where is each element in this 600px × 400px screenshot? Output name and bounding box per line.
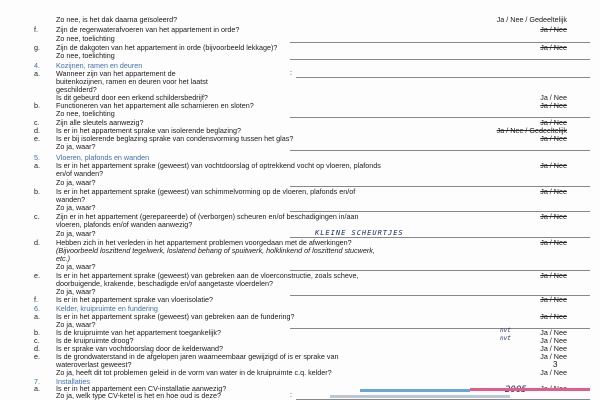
answer-options: Ja / Nee bbox=[540, 212, 567, 221]
footer-stripe bbox=[360, 389, 470, 392]
question-row bbox=[0, 368, 600, 377]
question-text: Zijn de regenwaterafvoeren van het appartement in orde? bbox=[56, 25, 240, 34]
question-text: buitenkozijnen, ramen en deuren voor het laatst bbox=[56, 77, 208, 86]
question-text: Is er in het appartement sprake van vloerisolatie? bbox=[56, 295, 214, 304]
question-row bbox=[0, 295, 600, 304]
question-text: Hebben zich in het verleden in het appartement problemen voorgedaan met de afwerkingen? bbox=[56, 238, 352, 247]
answer-options: Ja / Nee / Gedeeltelijk bbox=[496, 15, 567, 24]
handwritten-note: nvt bbox=[500, 327, 511, 334]
question-row bbox=[0, 109, 600, 118]
item-number: c. bbox=[34, 212, 40, 221]
section-number: 4. bbox=[34, 61, 40, 70]
question-text: Is er in het appartement een CV-installatie aanwezig? bbox=[56, 384, 227, 393]
question-text: geschilderd? bbox=[56, 85, 97, 94]
question-row bbox=[0, 262, 600, 271]
answer-options: Ja / Nee bbox=[540, 187, 567, 196]
answer-options: Ja / Nee bbox=[540, 134, 567, 143]
item-number: b. bbox=[34, 328, 40, 337]
question-text: Zo ja, waar? bbox=[56, 229, 96, 238]
question-text: Is de kruipruimte droog? bbox=[56, 336, 134, 345]
section-title: Kelder, kruipruimte en fundering bbox=[56, 304, 158, 313]
item-number: g. bbox=[34, 43, 40, 52]
section-title: Installaties bbox=[56, 377, 90, 386]
answer-options: Ja / Nee bbox=[540, 368, 567, 377]
question-row bbox=[0, 178, 600, 187]
question-text: Is er bij isolerende beglazing sprake van condensvorming tussen het glas? bbox=[56, 134, 294, 143]
question-text: Zo nee, toelichting bbox=[56, 34, 115, 43]
question-row bbox=[0, 203, 600, 212]
question-text: Functioneren van het appartement alle scharnieren en sloten? bbox=[56, 101, 254, 110]
question-text: Zo nee, toelichting bbox=[56, 51, 115, 60]
question-text: vloeren, plafonds en/of wanden aanwezig? bbox=[56, 220, 193, 229]
item-number: a. bbox=[34, 312, 40, 321]
handwritten-note: nvt bbox=[500, 335, 511, 342]
answer-line bbox=[290, 59, 590, 60]
item-number: d. bbox=[34, 344, 40, 353]
item-number: f. bbox=[34, 25, 38, 34]
question-row bbox=[0, 51, 600, 60]
answer-options: Ja / Nee bbox=[540, 43, 567, 52]
answer-options: Ja / Nee bbox=[540, 118, 567, 127]
answer-options: Ja / Nee bbox=[540, 352, 567, 361]
question-text: Zijn er in het appartement (gerepareerde) of (verborgen) scheuren en/of beschadigingen in/aan bbox=[56, 212, 359, 221]
question-text: Is de kruipruimte van het appartement toegankelijk? bbox=[56, 328, 222, 337]
question-row bbox=[0, 220, 600, 229]
answer-options: Ja / Nee bbox=[540, 295, 567, 304]
item-number: c. bbox=[34, 118, 40, 127]
section-number: 5. bbox=[34, 153, 40, 162]
footer-stripe bbox=[330, 395, 510, 398]
answer-colon: : bbox=[290, 392, 292, 399]
question-text: Is er in het appartement sprake (geweest) van schimmelvorming op de vloeren, plafonds en/of bbox=[56, 187, 356, 196]
question-text: Zo ja, heeft dit tot problemen geleid in de vorm van water in de kruipruimte c.q. kelder? bbox=[56, 368, 332, 377]
question-text: Is de grondwaterstand in de afgelopen jaren waarneembaar gewijzigd of is er sprake van bbox=[56, 352, 339, 361]
section-title: Kozijnen, ramen en deuren bbox=[56, 61, 143, 70]
answer-options: Ja / Nee bbox=[540, 344, 567, 353]
question-row bbox=[0, 25, 600, 34]
section-title: Vloeren, plafonds en wanden bbox=[56, 153, 150, 162]
item-number: e. bbox=[34, 352, 40, 361]
question-row bbox=[0, 229, 600, 238]
answer-options: Ja / Nee bbox=[540, 238, 567, 247]
question-text: Zo ja, waar? bbox=[56, 262, 96, 271]
answer-options: Ja / Nee bbox=[540, 101, 567, 110]
question-text: Zo ja, waar? bbox=[56, 203, 96, 212]
question-text: Is er in het appartement sprake (geweest) van gebreken aan de vloerconstructie, zoals scheve, bbox=[56, 271, 359, 280]
answer-options: Ja / Nee bbox=[540, 328, 567, 337]
question-text: Zo ja, waar? bbox=[56, 287, 96, 296]
question-text: Zo nee, toelichting bbox=[56, 109, 115, 118]
question-text: Zo ja, waar? bbox=[56, 320, 96, 329]
page-number: 3 bbox=[553, 360, 558, 369]
question-text: doorbuigende, krakende, beschadigde en/of aangetaste vloerdelen? bbox=[56, 279, 273, 288]
item-number: d. bbox=[34, 238, 40, 247]
question-row bbox=[0, 142, 600, 151]
question-text: Is dit gebeurd door een erkend schildersbedrijf? bbox=[56, 93, 208, 102]
item-number: f. bbox=[34, 295, 38, 304]
handwritten-note: KLEINE SCHEURTJES bbox=[315, 229, 404, 237]
answer-options: Ja / Nee bbox=[540, 336, 567, 345]
question-text: Is er in het appartement sprake van isolerende beglazing? bbox=[56, 126, 241, 135]
answer-line bbox=[290, 150, 590, 151]
question-text: Is er in het appartement sprake (geweest) van gebreken aan de fundering? bbox=[56, 312, 295, 321]
section-number: 7. bbox=[34, 377, 40, 386]
question-text: Zijn de dakgoten van het appartement in orde (bijvoorbeeld lekkage)? bbox=[56, 43, 278, 52]
question-text: Is er in het appartement sprake (geweest) van vochtdoorslag of optrekkend vocht op vloeren, plafonds bbox=[56, 161, 381, 170]
answer-options: Ja / Nee bbox=[540, 93, 567, 102]
answer-colon: : bbox=[290, 70, 292, 77]
footer-stripe bbox=[470, 388, 590, 391]
question-text: Is er sprake van vochtdoorslag door de kelderwand? bbox=[56, 344, 224, 353]
item-number: e. bbox=[34, 134, 40, 143]
question-text: (Bijvoorbeeld loszittend tegelwerk, loslatend behang of spuitwerk, holklinkend of loszittend stucwerk, bbox=[56, 246, 375, 255]
answer-options: Ja / Nee / Gedeeltelijk bbox=[496, 126, 567, 135]
question-text: Zo nee, is het dak daarna geïsoleerd? bbox=[56, 15, 178, 24]
item-number: c. bbox=[34, 336, 40, 345]
question-row bbox=[0, 169, 600, 178]
answer-options: Ja / Nee bbox=[540, 312, 567, 321]
question-text: Zo ja, waar? bbox=[56, 178, 96, 187]
item-number: a. bbox=[34, 161, 40, 170]
item-number: b. bbox=[34, 101, 40, 110]
item-number: a. bbox=[34, 384, 40, 393]
answer-options: Ja / Nee bbox=[540, 161, 567, 170]
section-number: 6. bbox=[34, 304, 40, 313]
item-number: e. bbox=[34, 271, 40, 280]
question-row bbox=[0, 15, 600, 24]
answer-options: Ja / Nee bbox=[540, 25, 567, 34]
item-number: d. bbox=[34, 126, 40, 135]
question-text: wanden? bbox=[56, 195, 86, 204]
item-number: b. bbox=[34, 187, 40, 196]
question-text: Zo ja, waar? bbox=[56, 142, 96, 151]
question-text: en/of wanden? bbox=[56, 169, 104, 178]
question-text: etc.) bbox=[56, 254, 70, 263]
question-row bbox=[0, 34, 600, 43]
item-number: a. bbox=[34, 69, 40, 78]
question-text: Wanneer zijn van het appartement de bbox=[56, 69, 176, 78]
question-text: wateroverlast geweest? bbox=[56, 360, 132, 369]
question-text: Zijn alle sleutels aanwezig? bbox=[56, 118, 144, 127]
answer-options: Ja / Nee bbox=[540, 271, 567, 280]
question-text: Zo ja, welk type CV-ketel is het en hoe oud is deze? bbox=[56, 391, 222, 400]
